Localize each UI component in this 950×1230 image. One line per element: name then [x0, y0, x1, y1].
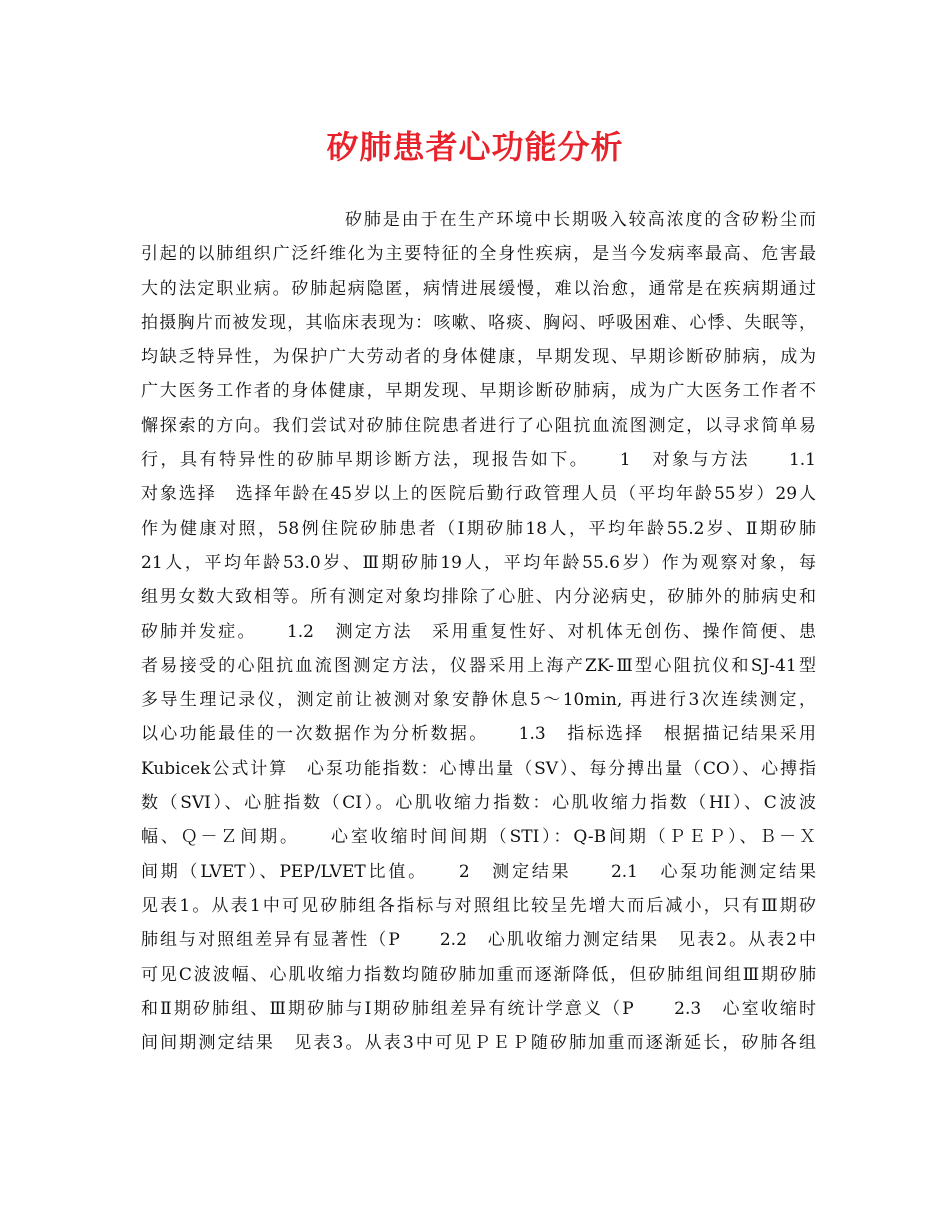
- body-line: 行，具有特异性的矽肺早期诊断方法，现报告如下。 1 对象与方法 1.1: [141, 450, 816, 471]
- body-line: 幅、Ｑ－Ｚ间期。 心室收缩时间间期（STI）：Q-B间期（ＰＥＰ）、Ｂ－Ｘ: [141, 827, 816, 848]
- body-line: 对象选择 选择年龄在45岁以上的医院后勤行政管理人员（平均年龄55岁）29人: [141, 484, 816, 505]
- document-title: 矽肺患者心功能分析: [326, 128, 624, 166]
- body-line: 和Ⅱ期矽肺组、Ⅲ期矽肺与Ⅰ期矽肺组差异有统计学意义（P 2.3 心室收缩时: [141, 998, 816, 1019]
- document-body: [141, 203, 816, 1060]
- body-line: 懈探索的方向。我们尝试对矽肺住院患者进行了心阻抗血流图测定，以寻求简单易: [141, 415, 816, 436]
- body-line: 者易接受的心阻抗血流图测定方法，仪器采用上海产ZK-Ⅲ型心阻抗仪和SJ-41型: [141, 655, 816, 676]
- body-line: 矽肺并发症。 1.2 测定方法 采用重复性好、对机体无创伤、操作简便、患: [141, 621, 816, 642]
- body-line: 矽肺是由于在生产环境中长期吸入较高浓度的含矽粉尘而: [345, 210, 816, 230]
- body-line: 作为健康对照，58例住院矽肺患者（Ⅰ期矽肺18人，平均年龄55.2岁、Ⅱ期矽肺: [141, 518, 816, 539]
- body-line: 数（SVI）、心脏指数（CI）。心肌收缩力指数：心肌收缩力指数（HI）、C波波: [141, 793, 816, 814]
- body-line: 均缺乏特异性，为保护广大劳动者的身体健康，早期发现、早期诊断矽肺病，成为: [141, 347, 816, 368]
- body-line: 见表1。从表1中可见矽肺组各指标与对照组比较呈先增大而后减小，只有Ⅲ期矽: [141, 895, 816, 916]
- body-line: 广大医务工作者的身体健康，早期发现、早期诊断矽肺病，成为广大医务工作者不: [141, 381, 816, 402]
- body-line: 以心功能最佳的一次数据作为分析数据。 1.3 指标选择 根据描记结果采用: [141, 724, 816, 745]
- body-line: Kubicek公式计算 心泵功能指数：心博出量（SV）、每分搏出量（CO）、心搏指: [141, 758, 816, 779]
- body-line: 肺组与对照组差异有显著性（P 2.2 心肌收缩力测定结果 见表2。从表2中: [141, 930, 816, 951]
- body-line: 拍摄胸片而被发现，其临床表现为：咳嗽、咯痰、胸闷、呼吸困难、心悸、失眠等，: [141, 312, 816, 333]
- body-line: 组男女数大致相等。所有测定对象均排除了心脏、内分泌病史，矽肺外的肺病史和: [141, 587, 816, 608]
- body-line: 21人，平均年龄53.0岁、Ⅲ期矽肺19人，平均年龄55.6岁）作为观察对象，每: [141, 552, 816, 573]
- body-line: 间期（LVET）、PEP/LVET比值。 2 测定结果 2.1 心泵功能测定结果: [141, 861, 816, 882]
- body-line: 引起的以肺组织广泛纤维化为主要特征的全身性疾病，是当今发病率最高、危害最: [141, 244, 816, 265]
- body-line: 间间期测定结果 见表3。从表3中可见ＰＥＰ随矽肺加重而逐渐延长，矽肺各组: [141, 1033, 816, 1054]
- body-line: 可见C波波幅、心肌收缩力指数均随矽肺加重而逐渐降低，但矽肺组间组Ⅲ期矽肺: [141, 964, 816, 985]
- body-line: 多导生理记录仪，测定前让被测对象安静休息5～10min, 再进行3次连续测定，: [141, 690, 816, 711]
- body-line: 大的法定职业病。矽肺起病隐匿，病情进展缓慢，难以治愈，通常是在疾病期通过: [141, 278, 816, 299]
